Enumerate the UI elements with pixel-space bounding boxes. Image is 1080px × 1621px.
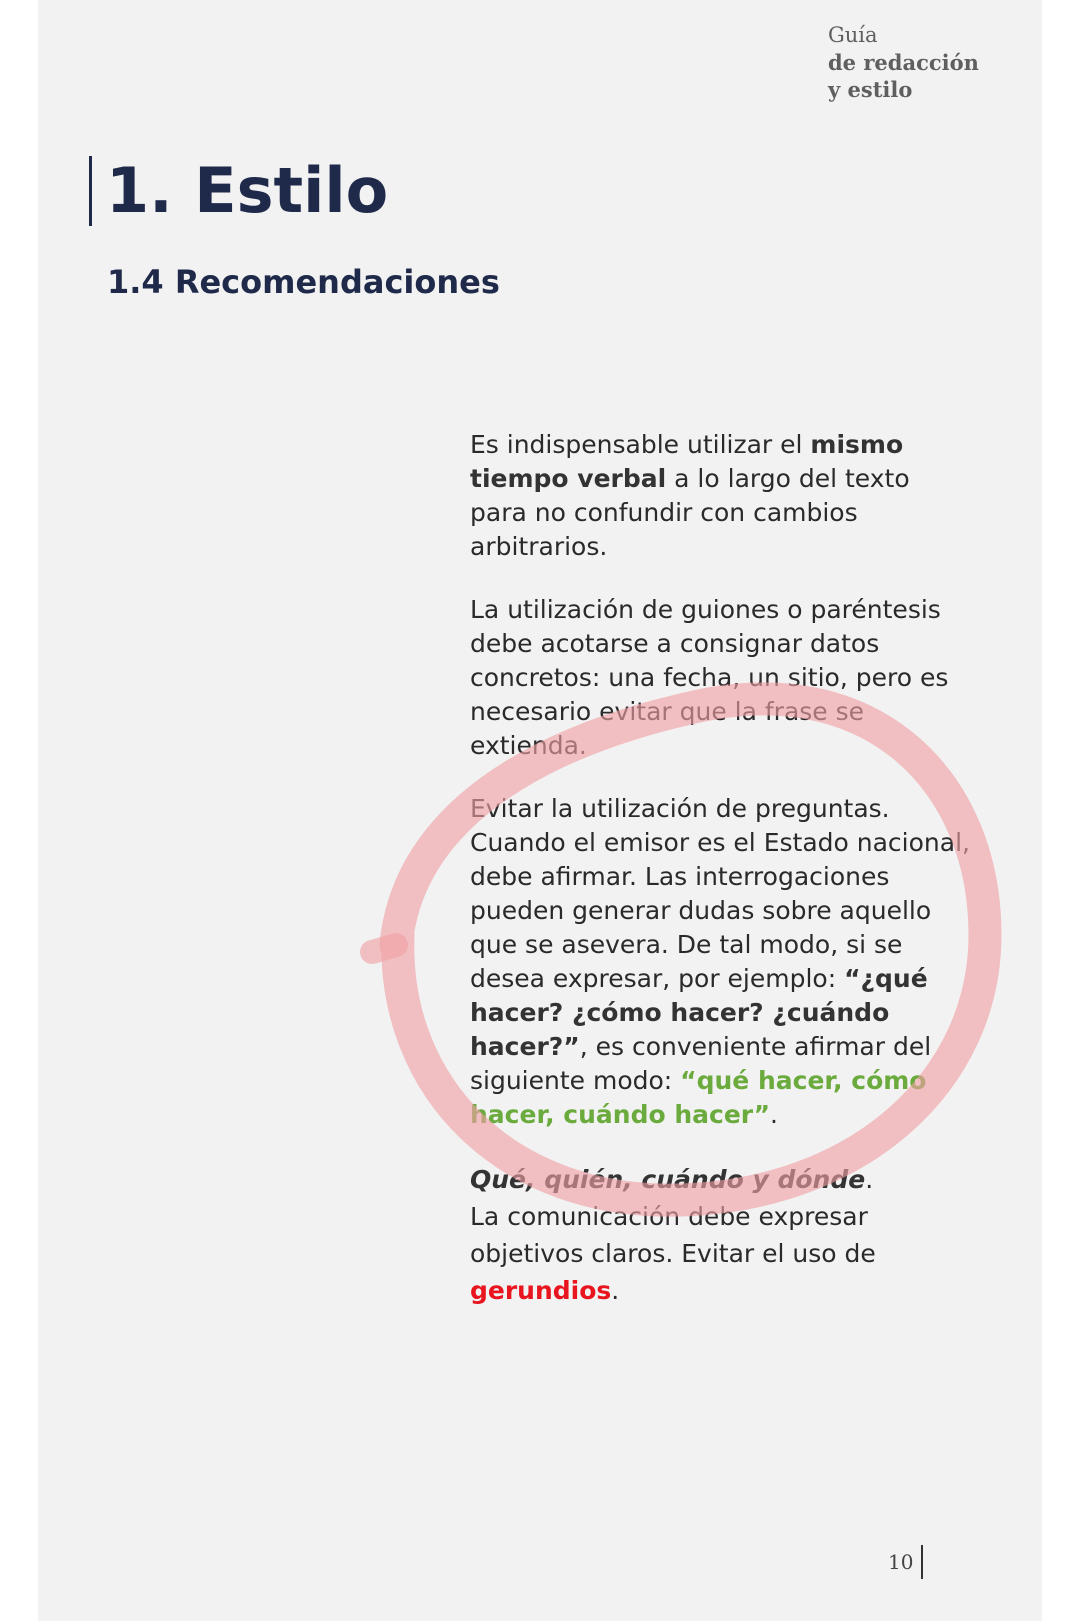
paragraph-parentheses [470, 593, 970, 763]
paragraph-objectives [470, 1161, 970, 1309]
body-text [470, 428, 970, 1338]
paragraph-text: . [865, 1165, 874, 1194]
paragraph-text: . [770, 1100, 778, 1129]
paragraph-text: , es conveniente afirmar del siguiente modo: [470, 1032, 932, 1095]
question-example: “¿qué hacer? ¿cómo hacer? ¿cuándo hacer?” [470, 964, 928, 1061]
affirmation-example: “qué hacer, cómo hacer, cuándo hacer” [470, 1066, 927, 1129]
chapter-heading [89, 156, 388, 226]
paragraph-text: La utilización de guiones o paréntesis debe acotarse a consignar datos concretos: una fecha, un sitio, pero es necesario evitar que la frase se extienda. [470, 595, 949, 760]
chapter-title: 1. Estilo [106, 154, 389, 227]
paragraph-text: a lo largo del texto para no confundir con cambios arbitrarios. [470, 464, 910, 561]
paragraph-text: Es indispensable utilizar el [470, 430, 811, 459]
document-title-line3: y estilo [828, 77, 913, 102]
page-number: 10 [888, 1545, 923, 1579]
section-title: 1.4 Recomendaciones [107, 263, 500, 301]
paragraph-questions [470, 792, 970, 1132]
paragraph-text: . [611, 1276, 620, 1305]
document-title [828, 22, 979, 103]
document-title-line2: de redacción [828, 50, 979, 75]
paragraph-text: Evitar la utilización de preguntas. Cuando el emisor es el Estado nacional, debe afirmar. Las interrogaciones pueden generar dudas sobre aquello que se asevera. De tal modo, si se desea expresar, por ejemplo: [470, 794, 970, 993]
document-title-line1: Guía [828, 23, 878, 47]
emphasis-text: mismo tiempo verbal [470, 430, 904, 493]
paragraph-verb-tense [470, 428, 970, 564]
gerunds-highlight: gerundios [470, 1276, 612, 1305]
paragraph-text: La comunicación debe expresar objetivos claros. Evitar el uso de [470, 1202, 876, 1268]
key-questions: Qué, quién, cuándo y dónde [470, 1165, 866, 1194]
